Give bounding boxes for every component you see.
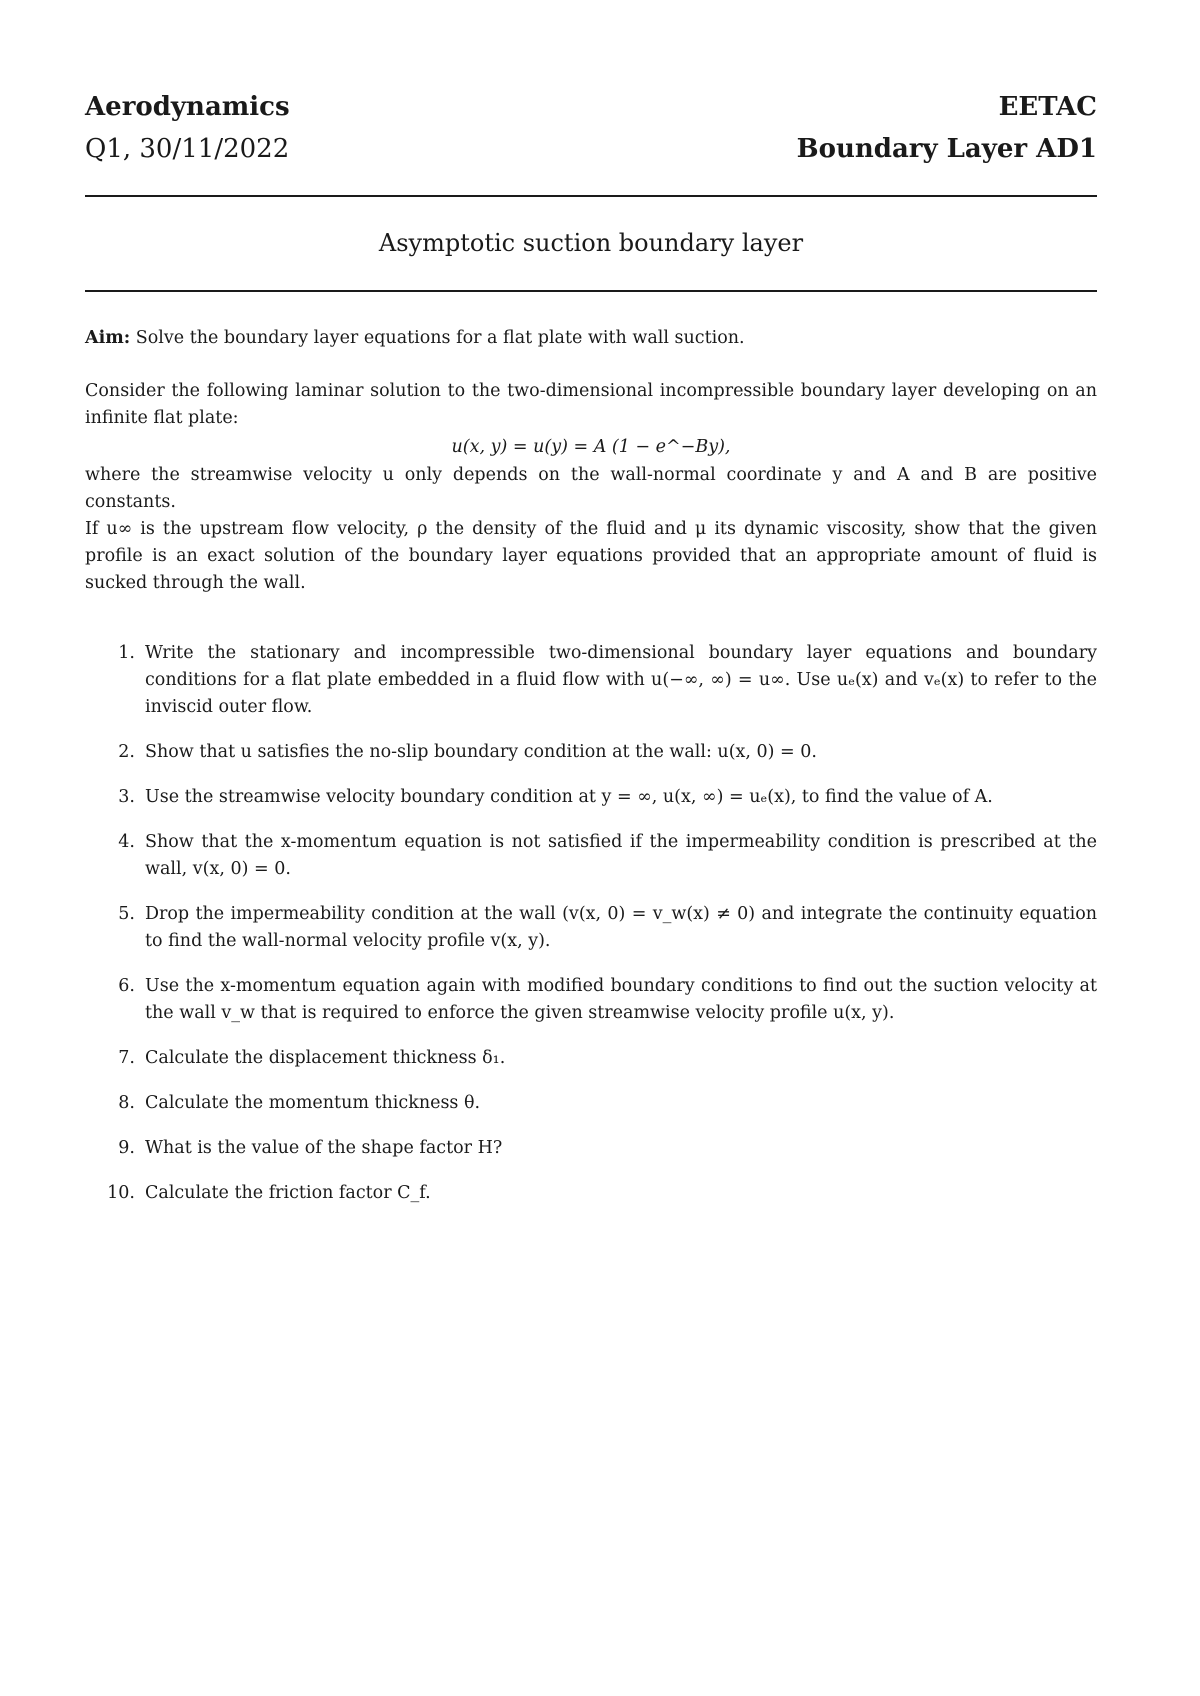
question-item <box>85 1135 1097 1162</box>
question-list <box>85 640 1097 1225</box>
intro-task-paragraph: If u∞ is the upstream flow velocity, ρ the density of the fluid and μ its dynamic viscosity, show that the given profile is an exact solution of the boundary layer equations provided that an appropriate amount of fluid is sucked through the wall. <box>85 519 1097 593</box>
question-number: 2. <box>118 742 135 762</box>
question-number: 4. <box>118 832 135 852</box>
intro-variables-paragraph: where the streamwise velocity u only depends on the wall-normal coordinate y and A and B are positive constants. <box>85 465 1097 512</box>
question-number: 8. <box>118 1093 135 1113</box>
question-number: 3. <box>118 787 135 807</box>
aim-paragraph <box>85 325 1097 352</box>
question-item <box>85 1045 1097 1072</box>
question-item <box>85 1090 1097 1117</box>
velocity-profile-equation: u(x, y) = u(y) = A (1 − e^−By), <box>451 437 731 457</box>
question-item <box>85 973 1097 1027</box>
question-text: Show that the x-momentum equation is not satisfied if the impermeability condition is prescribed at the wall, v(x, 0) = 0. <box>145 832 1097 879</box>
question-text: Use the x-momentum equation again with modified boundary conditions to find out the suction velocity at the wall v_w that is required to enforce the given streamwise velocity profile u(x, y). <box>145 976 1097 1023</box>
aim-label: Aim: <box>85 328 131 348</box>
question-text: Show that u satisfies the no-slip boundary condition at the wall: u(x, 0) = 0. <box>145 742 817 762</box>
question-number: 6. <box>118 976 135 996</box>
question-number: 5. <box>118 904 135 924</box>
question-item <box>85 640 1097 721</box>
course-name: Aerodynamics <box>85 92 290 122</box>
bottom-divider <box>85 290 1097 292</box>
question-text: Calculate the displacement thickness δ₁. <box>145 1048 506 1068</box>
question-text: Calculate the friction factor C_f. <box>145 1183 431 1203</box>
question-item <box>85 739 1097 766</box>
question-item <box>85 1180 1097 1207</box>
document-header <box>85 88 1097 168</box>
question-number: 7. <box>118 1048 135 1068</box>
question-item <box>85 901 1097 955</box>
intro-paragraph: Consider the following laminar solution to the two-dimensional incompressible boundary layer developing on an infinite flat plate: <box>85 381 1097 428</box>
question-text: Use the streamwise velocity boundary condition at y = ∞, u(x, ∞) = uₑ(x), to find the value of A. <box>145 787 993 807</box>
aim-text: Solve the boundary layer equations for a flat plate with wall suction. <box>135 328 745 348</box>
question-text: Write the stationary and incompressible two-dimensional boundary layer equations and boundary conditions for a flat plate embedded in a fluid flow with u(−∞, ∞) = u∞. Use uₑ(x) and vₑ(x) to refer to the inviscid outer flow. <box>145 643 1097 717</box>
document-title: Asymptotic suction boundary layer <box>378 229 804 257</box>
question-text: Calculate the momentum thickness θ. <box>145 1093 481 1113</box>
school-name: EETAC <box>998 92 1097 122</box>
exam-topic: Boundary Layer AD1 <box>796 134 1097 164</box>
question-text: What is the value of the shape factor H? <box>145 1138 503 1158</box>
exam-date: Q1, 30/11/2022 <box>85 134 290 164</box>
question-number: 10. <box>107 1183 135 1203</box>
question-number: 9. <box>118 1138 135 1158</box>
question-number: 1. <box>118 643 135 663</box>
question-item <box>85 829 1097 883</box>
top-divider <box>85 195 1097 197</box>
question-text: Drop the impermeability condition at the wall (v(x, 0) = v_w(x) ≠ 0) and integrate the continuity equation to find the wall-normal velocity profile v(x, y). <box>145 904 1097 951</box>
question-item <box>85 784 1097 811</box>
problem-statement <box>85 325 1097 597</box>
